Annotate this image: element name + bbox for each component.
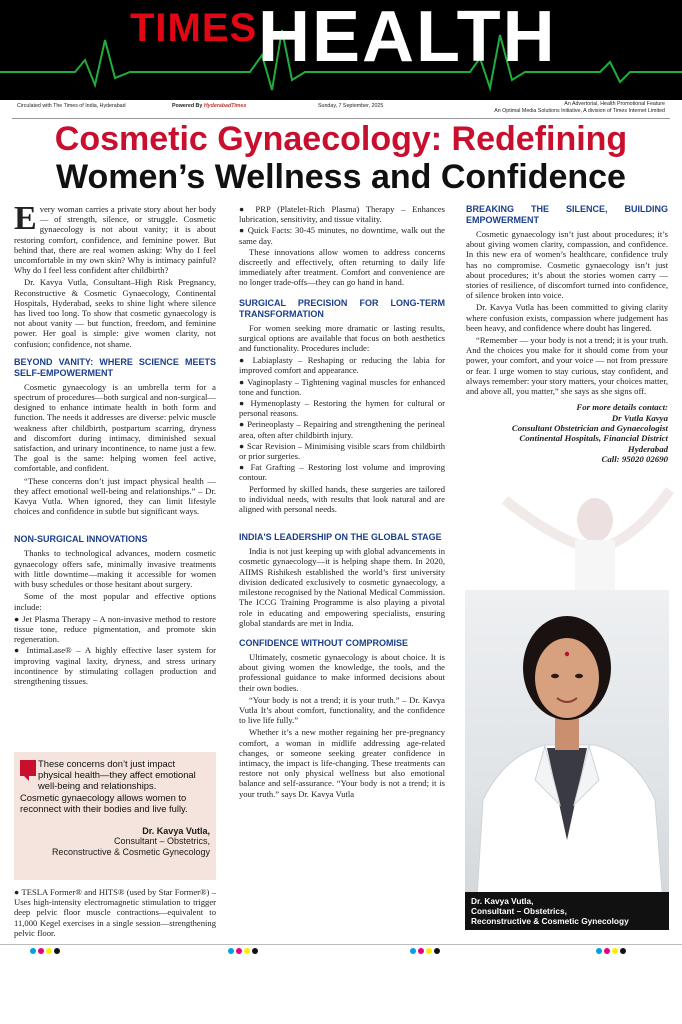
advertorial-line-1: An Advertorial, Health Promotional Feature xyxy=(564,101,665,107)
yellow-dot xyxy=(426,948,432,954)
paragraph: “Your body is not a trend; it is your truth.” – Dr. Kavya Vutla It’s about comfort, functionality, and the confidence to live life fully.” xyxy=(239,694,445,726)
list-item: ● Hymenoplasty – Restoring the hymen for cultural or personal reasons. xyxy=(239,398,445,419)
paragraph: Thanks to technological advances, modern cosmetic gynaecology offers safe, minimally invasive treatments with little downtime—making it accessible for women with busy schedules or those hesitant about surgery. xyxy=(14,548,216,590)
circulation-note: Circulated with The Times of India, Hyderabad xyxy=(17,103,126,109)
magenta-dot xyxy=(604,948,610,954)
yellow-dot xyxy=(46,948,52,954)
list-item: ● Fat Grafting – Restoring lost volume and improving contour. xyxy=(239,462,445,483)
contact-name: Dr Vutla Kavya xyxy=(611,412,668,423)
section-heading-beyond-vanity: BEYOND VANITY: WHERE SCIENCE MEETS SELF-EMPOWERMENT xyxy=(14,356,216,378)
quote-author: Dr. Kavya Vutla, xyxy=(142,826,210,836)
contact-hospital: Continental Hospitals, Financial District xyxy=(519,433,668,444)
contact-title: Consultant Obstetrician and Gynaecologist xyxy=(511,423,668,434)
column-1-continued xyxy=(14,887,216,938)
paragraph: Ultimately, cosmetic gynaecology is about choice. It is about giving women the knowledge, the tools, and the professional guidance to make informed decisions about their own bodies. xyxy=(239,651,445,693)
contact-phone: Call: 95020 02690 xyxy=(601,454,668,465)
page-title xyxy=(0,120,682,196)
issue-date: Sunday, 7 September, 2025 xyxy=(318,103,384,109)
section-heading-surgical: SURGICAL PRECISION FOR LONG-TERM TRANSFORMATION xyxy=(239,297,445,319)
pull-quote xyxy=(14,752,216,880)
masthead-health: HEALTH xyxy=(258,0,557,77)
paragraph: India is not just keeping up with global advancements in cosmetic gynaecology—it is helping shape them. In 2020, AIIMS Rishikesh established the world’s first university division dedicated exclusively to cosmetic gynaecology, a milestone recognised by the National Medical Commission. The ICCG Training Programme is also playing a pivotal role in educating and empowering specialists, ensuring global standards are met in India. xyxy=(239,546,445,628)
powered-by xyxy=(172,103,246,109)
powered-label: Powered By xyxy=(172,103,203,109)
color-dots xyxy=(410,948,440,954)
paragraph: Whether it’s a new mother regaining her pre-pregnancy comfort, a woman in midlife addressing age-related changes, or someone seeking greater confidence in intimacy, the impact is life-changing. These treatments can restore not only physical wellness but also emotional balance and self-assurance. “Your body is not a trend; it is your truth.” says Dr. Kavya Vutla xyxy=(239,727,445,799)
list-item: ● Scar Revision – Minimising visible scars from childbirth or prior surgeries. xyxy=(239,440,445,462)
intro-paragraph xyxy=(14,200,216,276)
quote-author-role-1: Consultant – Obstetrics, xyxy=(113,836,210,846)
list-item: ● TESLA Former® and HITS® (used by Star Former®) – Uses high-intensity electromagnetic stimulation to trigger deep pelvic floor muscle contractions—equivalent to 11,000 Kegel exercises in a single session—strengthening pelvic floor. xyxy=(14,887,216,938)
column-2 xyxy=(239,204,445,801)
quote-text-2: Cosmetic gynaecology allows women to reconnect with their bodies and live fully. xyxy=(20,792,188,814)
footer-registration-marks xyxy=(0,944,682,958)
advertorial-note xyxy=(494,101,665,114)
yellow-dot xyxy=(612,948,618,954)
black-dot xyxy=(54,948,60,954)
doctor-portrait-illustration xyxy=(465,590,669,930)
list-item: ● PRP (Platelet-Rich Plasma) Therapy – Enhances lubrication, sensitivity, and tissue vitality. xyxy=(239,204,445,225)
color-dots xyxy=(30,948,60,954)
magenta-dot xyxy=(236,948,242,954)
paragraph: Dr. Kavya Vutla, Consultant–High Risk Pregnancy, Reconstructive & Cosmetic Gynaecology, Continental Hospitals, Hyderabad, seeks to shine light where silence has lived too long. To show that cosmetic gynaecology is not about vanity — but function, freedom, and feminine power. Her goal is simple: give women clarity, not confusion; confidence, not shame. xyxy=(14,277,216,349)
paragraph: Cosmetic gynaecology isn’t just about procedures; it’s about giving women clarity, compassion, and confidence. In this new era of women’s healthcare, confidence truly has no compromise. Cosmetic gynaecology isn’t just about procedures; it’s about the stories women carry — stories of resilience, of discomfort turned into confidence, of silence broken into voice. xyxy=(466,229,668,301)
masthead-times: TIMES xyxy=(130,6,258,50)
section-heading-india: INDIA'S LEADERSHIP ON THE GLOBAL STAGE xyxy=(239,532,442,543)
list-item: ● Quick Facts: 30-45 minutes, no downtime, walk out the same day. xyxy=(239,225,445,246)
section-heading-non-surgical: NON-SURGICAL INNOVATIONS xyxy=(14,534,148,545)
color-dots xyxy=(596,948,626,954)
quote-author-role-2: Reconstructive & Cosmetic Gynecology xyxy=(51,847,210,857)
headline-line-2: Women’s Wellness and Confidence xyxy=(56,158,626,196)
cyan-dot xyxy=(410,948,416,954)
black-dot xyxy=(434,948,440,954)
contact-city: Hyderabad xyxy=(627,443,668,454)
magenta-dot xyxy=(38,948,44,954)
black-dot xyxy=(252,948,258,954)
column-1 xyxy=(14,200,216,687)
list-item: ● Perineoplasty – Repairing and strengthening the perineal area, often after childbirth injury. xyxy=(239,419,445,440)
background-figure-graphic xyxy=(445,480,675,600)
list-item: ● Jet Plasma Therapy – A non-invasive method to restore tissue tone, reduce pigmentation, and promote skin regeneration. xyxy=(14,613,216,645)
photo-caption xyxy=(465,892,669,930)
doctor-photo xyxy=(465,590,669,930)
masthead xyxy=(0,0,682,100)
paragraph: “These concerns don’t just impact physical health — they affect emotional well-being and relationships.” – Dr. Kavya Vutla. When ignored, they can limit lifestyle choices and confidence in subtle but significant ways. xyxy=(14,475,216,517)
cyan-dot xyxy=(596,948,602,954)
advertorial-line-2: An Optimal Media Solutions Initiative, A division of Times Internet Limited xyxy=(494,107,665,114)
caption-role-2: Reconstructive & Cosmetic Gynecology xyxy=(471,916,629,926)
section-heading-confidence: CONFIDENCE WITHOUT COMPROMISE xyxy=(239,637,408,648)
cyan-dot xyxy=(228,948,234,954)
headline-line-1: Cosmetic Gynaecology: Redefining xyxy=(54,120,628,158)
list-item: ● IntimaLase® – A highly effective laser system for improving vaginal laxity, dryness, and stress urinary incontinence by stimulating collagen production and strengthening tissues. xyxy=(14,645,216,686)
drop-cap: E xyxy=(14,200,37,237)
divider xyxy=(12,118,670,119)
divider xyxy=(0,944,682,945)
intro-text: very woman carries a private story about her body — of strength, silence, or struggle. Cosmetic gynaecology is not about vanity; it is about restoring comfort, confidence, and feminine power. But behind that, there are real women asking: Why do I feel uncomfortable in my own skin? Why is intimacy painful? Why do I feel less confident after childbirth? xyxy=(14,204,216,276)
color-dots xyxy=(228,948,258,954)
list-item: ● Labiaplasty – Reshaping or reducing the labia for improved comfort and appearance. xyxy=(239,355,445,376)
black-dot xyxy=(620,948,626,954)
yellow-dot xyxy=(244,948,250,954)
paragraph: Dr. Kavya Vutla has been committed to giving clarity where confusion exists, compassion where judgement has been heavy, and confidence where doubt has lingered. xyxy=(466,302,668,333)
contact-block xyxy=(466,402,668,464)
caption-role-1: Consultant – Obstetrics, xyxy=(471,906,567,916)
powered-brand: HyderabadTimes xyxy=(203,103,247,109)
cyan-dot xyxy=(30,948,36,954)
column-3 xyxy=(466,204,668,465)
paragraph: Performed by skilled hands, these surgeries are tailored to individual needs, with results that look natural and are aligned with personal needs. xyxy=(239,483,445,515)
paragraph: These innovations allow women to address concerns discreetly and effectively, often returning to daily life immediately after treatment. Comfort and convenience are no longer trade-offs—they can go hand in hand. xyxy=(239,246,445,288)
info-bar xyxy=(0,100,682,122)
paragraph: “Remember — your body is not a trend; it is your truth. And the choices you make for it should come from your power, your comfort, and your voice — not from pressure or fear. I urge women to stay curious, stay confident, and always remember: your story matters, your choices matter, and above all, you matter,” she says as she signs off. xyxy=(466,335,668,397)
paragraph: Cosmetic gynaecology is an umbrella term for a spectrum of procedures—both surgical and non-surgical—designed to enhance intimate health in both form and function. The needs it addresses are diverse: pelvic muscle weakness after childbirth, postpartum scarring, dryness and discomfort during intimacy, diminished sexual satisfaction, and urinary incontinence, to name just a few. The goal is the same: helping women feel active, comfortable, and confident. xyxy=(14,381,216,474)
quote-bubble-icon xyxy=(20,760,36,776)
caption-name: Dr. Kavya Vutla, xyxy=(471,896,534,906)
paragraph: Some of the most popular and effective options include: xyxy=(14,591,216,612)
list-item: ● Vaginoplasty – Tightening vaginal muscles for enhanced tone and function. xyxy=(239,376,445,397)
section-heading-breaking-silence: BREAKING THE SILENCE, BUILDING EMPOWERMENT xyxy=(466,204,668,225)
magenta-dot xyxy=(418,948,424,954)
contact-heading: For more details contact: xyxy=(576,402,668,413)
paragraph: For women seeking more dramatic or lasting results, surgical options are available that focus on both aesthetics and functionality. Procedures include: xyxy=(239,322,445,354)
quote-text-1: These concerns don’t just impact physical health—they affect emotional well-being and relationships. xyxy=(38,758,196,791)
